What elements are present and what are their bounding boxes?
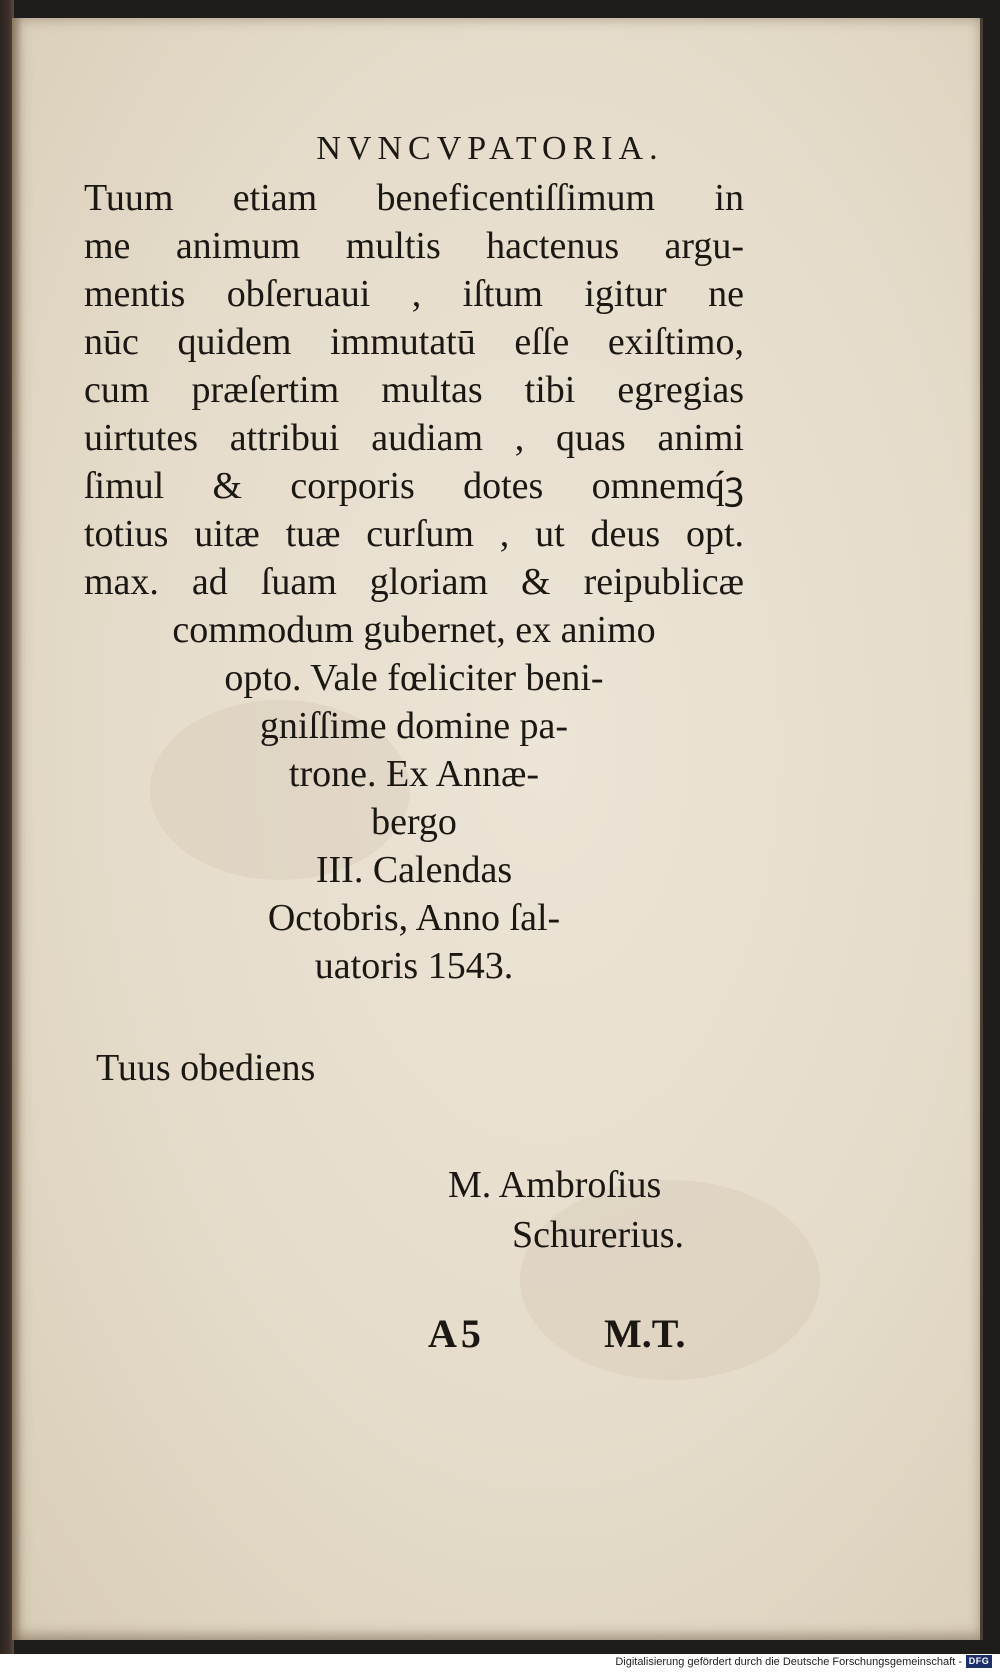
text-line: nūc quidem immutatū eſſe exiſtimo,	[84, 321, 744, 363]
text-line: mentis obſeruaui , iſtum igitur ne	[84, 273, 744, 315]
signature-block	[448, 1160, 728, 1260]
signature-mark: A5	[428, 1311, 485, 1356]
text-line: uatoris 1543.	[314, 945, 514, 987]
text-line: Tuum etiam beneficentiſſimum in	[84, 177, 744, 219]
text-line: max. ad ſuam gloriam & reipublicæ	[84, 561, 744, 603]
salutation: Tuus obediens	[96, 1047, 316, 1089]
signature-surname: Schurerius.	[512, 1214, 685, 1256]
text-line: commodum gubernet, ex animo	[172, 609, 656, 651]
running-head: NVNCVPATORIA.	[316, 130, 664, 167]
page-gutter-shadow	[12, 18, 22, 1640]
dedication-text	[84, 174, 744, 990]
text-line: bergo	[371, 801, 457, 843]
text-line: totius uitæ tuæ curſum , ut deus opt.	[84, 513, 744, 555]
dfg-logo-icon: DFG	[966, 1655, 992, 1668]
text-line: III. Calendas	[315, 849, 513, 891]
text-line: ſimul & corporis dotes omnemq́ꝫ	[84, 465, 744, 507]
funding-notice: Digitalisierung gefördert durch die Deutsche Forschungsgemeinschaft -	[615, 1656, 962, 1668]
catchword: M.T.	[604, 1311, 686, 1356]
text-line: gniſſime domine pa-	[259, 705, 569, 747]
text-line: cum præſertim multas tibi egregias	[84, 369, 744, 411]
text-line: uirtutes attribui audiam , quas animi	[84, 417, 744, 459]
text-line: trone. Ex Annæ-	[288, 753, 540, 795]
text-line: opto. Vale fœliciter beni-	[224, 657, 604, 699]
text-line: me animum multis hactenus argu-	[84, 225, 744, 267]
signature-name: M. Ambroſius	[448, 1164, 662, 1206]
text-line: Octobris, Anno ſal-	[267, 897, 561, 939]
